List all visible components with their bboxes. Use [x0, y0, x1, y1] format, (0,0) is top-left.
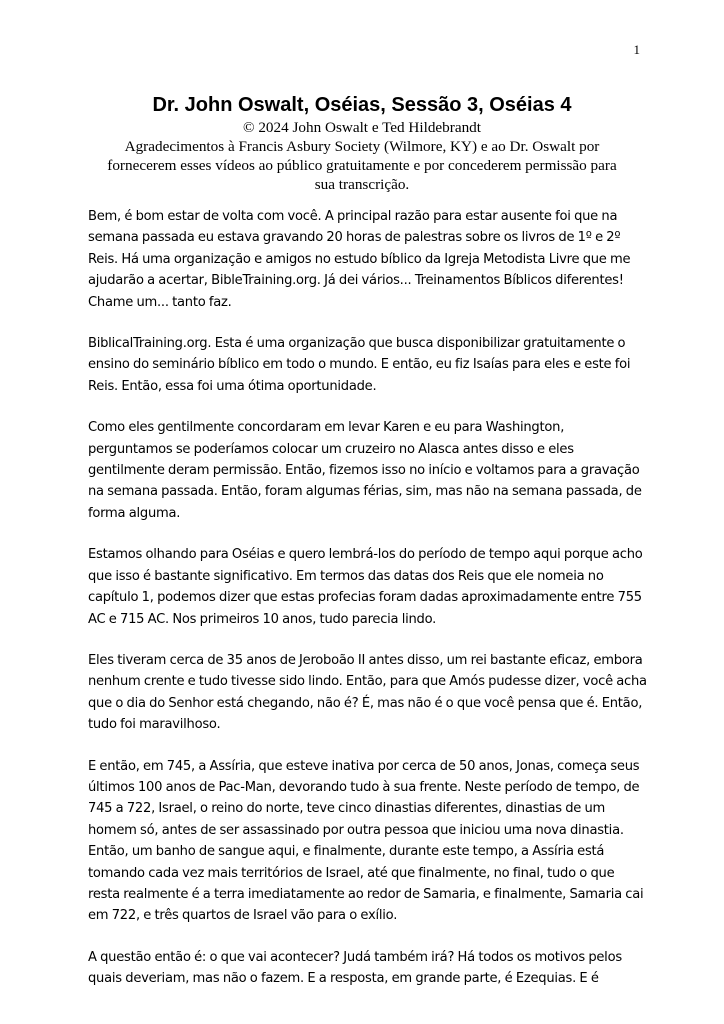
copyright-line: © 2024 John Oswalt e Ted Hildebrandt — [243, 119, 481, 136]
paragraph-6: E então, em 745, a Assíria, que esteve inativa por cerca de 50 anos, Jonas, começa seus últimos 100 anos de Pac-Man, devorando tudo à sua frente. Neste período de tempo, de 745 a 722, Israel, o reino do norte, teve cinco dinastias diferentes, dinastias de um homem só, antes de ser assassinado por outra pessoa que iniciou uma nova dinastia. Então, um banho de sangue aqui, e finalmente, durante este tempo, a Assíria está tomando cada vez mais territórios de Israel, até que finalmente, no final, tudo o que resta realmente é a terra imediatamente ao redor de Samaria, e finalmente, Samaria cai em 722, e três quartos de Israel vão para o exílio. — [88, 758, 644, 924]
document-header — [86, 92, 638, 194]
paragraph-1: Bem, é bom estar de volta com você. A principal razão para estar ausente foi que na semana passada eu estava gravando 20 horas de palestras sobre os livros de 1º e 2º Reis. Há uma organização e amigos no estudo bíblico da Igreja Metodista Livre que me ajudarão a acertar, BibleTraining.org. Já dei vários... Treinamentos Bíblicos diferentes! Chame um... tanto faz. — [88, 209, 631, 310]
paragraph-4: Estamos olhando para Oséias e quero lembrá-los do período de tempo aqui porque acho que isso é bastante significativo. Em termos das datas dos Reis que ele nomeia no capítulo 1, podemos dizer que estas profecias foram dadas aproximadamente entre 755 AC e 715 AC. Nos primeiros 10 anos, tudo parecia lindo. — [88, 547, 643, 627]
page-number: 1 — [633, 42, 640, 57]
document-title: Dr. John Oswalt, Oséias, Sessão 3, Oséias 4 — [152, 94, 572, 116]
paragraph-5: Eles tiveram cerca de 35 anos de Jeroboão II antes disso, um rei bastante eficaz, embora nenhum crente e tudo tivesse sido lindo. Então, para que Amós pudesse dizer, você acha que o dia do Senhor está chegando, não é? É, mas não é o que você pensa que é. Então, tudo foi maravilhoso. — [88, 652, 647, 733]
paragraph-2: BiblicalTraining.org. Esta é uma organização que busca disponibilizar gratuitamente o ensino do seminário bíblico em todo o mundo. E então, eu fiz Isaías para eles e este foi Reis. Então, essa foi uma ótima oportunidade. — [88, 336, 631, 394]
document-body — [88, 206, 648, 1010]
acknowledgement-line-1: Agradecimentos à Francis Asbury Society (Wilmore, KY) e ao Dr. Oswalt por — [124, 138, 600, 155]
acknowledgement-line-2: fornecerem esses vídeos ao público gratuitamente e por concederem permissão para — [107, 157, 617, 174]
paragraph-3: Como eles gentilmente concordaram em levar Karen e eu para Washington, perguntamos se poderíamos colocar um cruzeiro no Alasca antes disso e eles gentilmente deram permissão. Então, fizemos isso no início e voltamos para a gravação na semana passada. Então, foram algumas férias, sim, mas não na semana passada, de forma alguma. — [88, 420, 642, 521]
acknowledgement-line-3: sua transcrição. — [314, 176, 410, 193]
paragraph-7: A questão então é: o que vai acontecer? Judá também irá? Há todos os motivos pelos quais deveriam, mas não o fazem. E a resposta, em grande parte, é Ezequias. E é — [88, 949, 622, 987]
